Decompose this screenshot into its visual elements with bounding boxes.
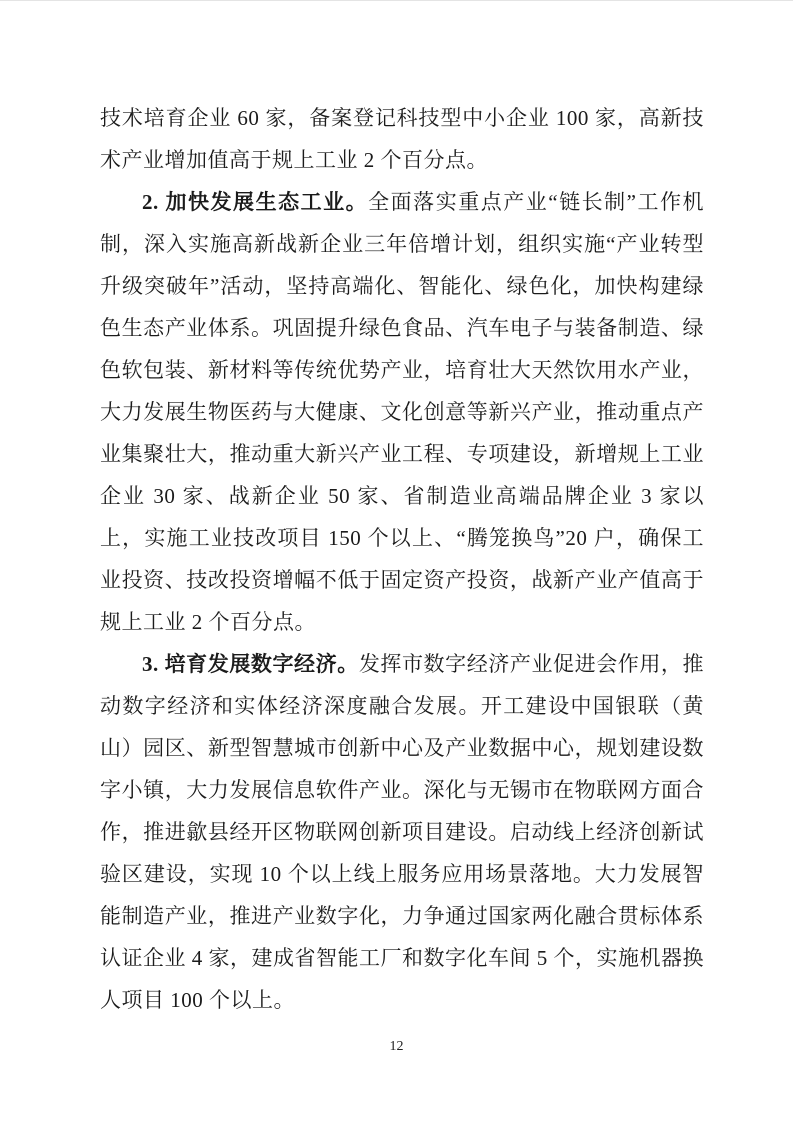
- paragraph-text: 发挥市数字经济产业促进会作用，推动数字经济和实体经济深度融合发展。开工建设中国银联（黄山）园区、新型智慧城市创新中心及产业数据中心，规划建设数字小镇，大力发展信息软件产业。深化与无锡市在物联网方面合作，推进歙县经开区物联网创新项目建设。启动线上经济创新试验区建设，实现 10 个以上线上服务应用场景落地。大力发展智能制造产业，推进产业数字化，力争通过国家两化融合贯标体系认证企业 4 家，建成省智能工厂和数字化车间 5 个，实施机器换人项目 100 个以上。: [100, 652, 705, 1012]
- section-heading: 3. 培育发展数字经济。: [142, 652, 359, 676]
- page-number: 12: [389, 1039, 404, 1054]
- section-heading: 2. 加快发展生态工业。: [142, 190, 369, 214]
- paragraph-text: 全面落实重点产业“链长制”工作机制，深入实施高新战新企业三年倍增计划，组织实施“产业转型升级突破年”活动，坚持高端化、智能化、绿色化，加快构建绿色生态产业体系。巩固提升绿色食品、汽车电子与装备制造、绿色软包装、新材料等传统优势产业，培育壮大天然饮用水产业，大力发展生物医药与大健康、文化创意等新兴产业，推动重点产业集聚壮大，推动重大新兴产业工程、专项建设，新增规上工业企业 30 家、战新企业 50 家、省制造业高端品牌企业 3 家以上，实施工业技改项目 150 个以上、“腾笼换鸟”20 户，确保工业投资、技改投资增幅不低于固定资产投资，战新产业产值高于规上工业 2 个百分点。: [100, 190, 705, 634]
- paragraph-section-2: [100, 181, 704, 643]
- paragraph-text: 技术培育企业 60 家，备案登记科技型中小企业 100 家，高新技术产业增加值高于规上工业 2 个百分点。: [100, 106, 704, 172]
- paragraph-section-3: [100, 643, 704, 1021]
- page-body: [100, 97, 704, 1021]
- paragraph-continuation: [100, 97, 704, 181]
